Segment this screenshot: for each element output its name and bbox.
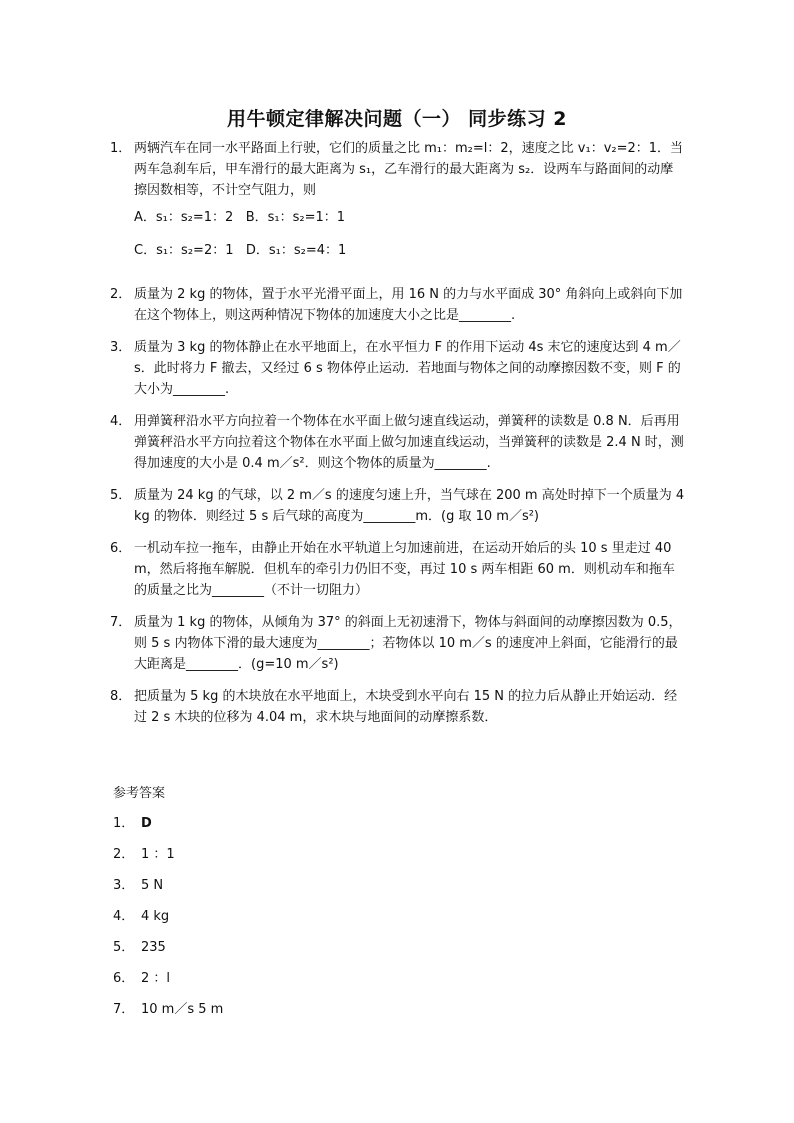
answer-key xyxy=(113,784,673,1031)
question-number: 5． xyxy=(110,488,132,503)
question-text: 质量为 3 kg 的物体静止在水平地面上，在水平恒力 F 的作用下运动 4s 末它的速度达到 4 m／s．此时将力 F 撤去，又经过 6 s 物体停止运动．若地面与物体之间的动摩擦因数不变，则 F 的大小为________. xyxy=(134,340,681,397)
answer-value: 1 ：1 xyxy=(141,847,175,862)
question-item xyxy=(110,612,686,675)
answer-value: 5 N xyxy=(141,878,164,893)
answer-number: 1． xyxy=(113,816,135,831)
answer-item xyxy=(113,907,673,927)
question-number: 4． xyxy=(110,414,132,429)
answer-number: 3． xyxy=(113,878,135,893)
answer-value: D xyxy=(141,816,152,831)
option-d: D．s₁：s₂=4：1 xyxy=(245,243,347,258)
answer-item xyxy=(113,1000,673,1020)
question-text: 一机动车拉一拖车，由静止开始在水平轨道上匀加速前进，在运动开始后的头 10 s 里走过 40 m，然后将拖车解脱．但机车的牵引力仍旧不变，再过 10 s 两车相距 60 m．则机动车和拖车的质量之比为________（不计一切阻力） xyxy=(134,541,675,598)
answer-value: 4 kg xyxy=(141,909,170,924)
question-text: 质量为 2 kg 的物体，置于水平光滑平面上，用 16 N 的力与水平面成 30° 角斜向上或斜向下加在这个物体上，则这两种情况下物体的加速度大小之比是________. xyxy=(134,287,683,323)
answer-number: 6． xyxy=(113,971,135,986)
answer-item xyxy=(113,938,673,958)
question-item xyxy=(110,485,686,527)
answer-value: 2 ：l xyxy=(141,971,171,986)
answer-number: 2． xyxy=(113,847,135,862)
question-number: 2． xyxy=(110,287,132,302)
question-text: 用弹簧秤沿水平方向拉着一个物体在水平面上做匀速直线运动，弹簧秤的读数是 0.8 N．后再用弹簧秤沿水平方向拉着这个物体在水平面上做匀加速直线运动，当弹簧秤的读数是 2.4 N 时，测得加速度的大小是 0.4 m／s²．则这个物体的质量为________. xyxy=(134,414,684,471)
page-title: 用牛顿定律解决问题（一） 同步练习 2 xyxy=(227,108,567,130)
answer-number: 5． xyxy=(113,940,135,955)
question-number: 6． xyxy=(110,541,132,556)
option-b: B．s₁：s₂=1：1 xyxy=(245,210,346,225)
question-list xyxy=(110,138,686,739)
question-item xyxy=(110,686,686,728)
question-item xyxy=(110,284,686,326)
question-item xyxy=(110,337,686,400)
question-text: 质量为 24 kg 的气球，以 2 m／s 的速度匀速上升，当气球在 200 m 高处时掉下一个质量为 4 kg 的物体．则经过 5 s 后气球的高度为________m．(g 取 10 m／s²) xyxy=(134,488,685,524)
question-number: 1． xyxy=(110,141,132,156)
answer-item xyxy=(113,845,673,865)
answer-item xyxy=(113,969,673,989)
question-options xyxy=(134,207,686,261)
answer-number: 4． xyxy=(113,909,135,924)
answer-value: 235 xyxy=(141,940,166,955)
question-number: 7． xyxy=(110,615,132,630)
question-text: 质量为 1 kg 的物体，从倾角为 37° 的斜面上无初速滑下，物体与斜面间的动摩擦因数为 0.5，则 5 s 内物体下滑的最大速度为________；若物体以 10 m／s 的速度冲上斜面，它能滑行的最大距离是________．(g=10 m／s²) xyxy=(134,615,682,672)
question-item xyxy=(110,538,686,601)
question-number: 3． xyxy=(110,340,132,355)
question-number: 8． xyxy=(110,689,132,704)
option-a: A．s₁：s₂=1：2 xyxy=(134,210,234,225)
option-c: C．s₁：s₂=2：1 xyxy=(134,243,234,258)
question-item xyxy=(110,411,686,474)
answer-key-heading: 参考答案 xyxy=(113,786,166,801)
answer-item xyxy=(113,814,673,834)
answer-item xyxy=(113,876,673,896)
question-text: 两辆汽车在同一水平路面上行驶，它们的质量之比 m₁：m₂=l：2，速度之比 v₁：v₂=2：1．当两车急刹车后，甲车滑行的最大距离为 s₁，乙车滑行的最大距离为 s₂．设两车与路面间的动摩擦因数相等，不计空气阻力，则 xyxy=(134,141,684,198)
question-text: 把质量为 5 kg 的木块放在水平地面上，木块受到水平向右 15 N 的拉力后从静止开始运动．经过 2 s 木块的位移为 4.04 m，求木块与地面间的动摩擦系数． xyxy=(134,689,678,725)
question-item xyxy=(110,138,686,273)
answer-number: 7． xyxy=(113,1002,135,1017)
answer-value: 10 m／s 5 m xyxy=(141,1002,224,1017)
